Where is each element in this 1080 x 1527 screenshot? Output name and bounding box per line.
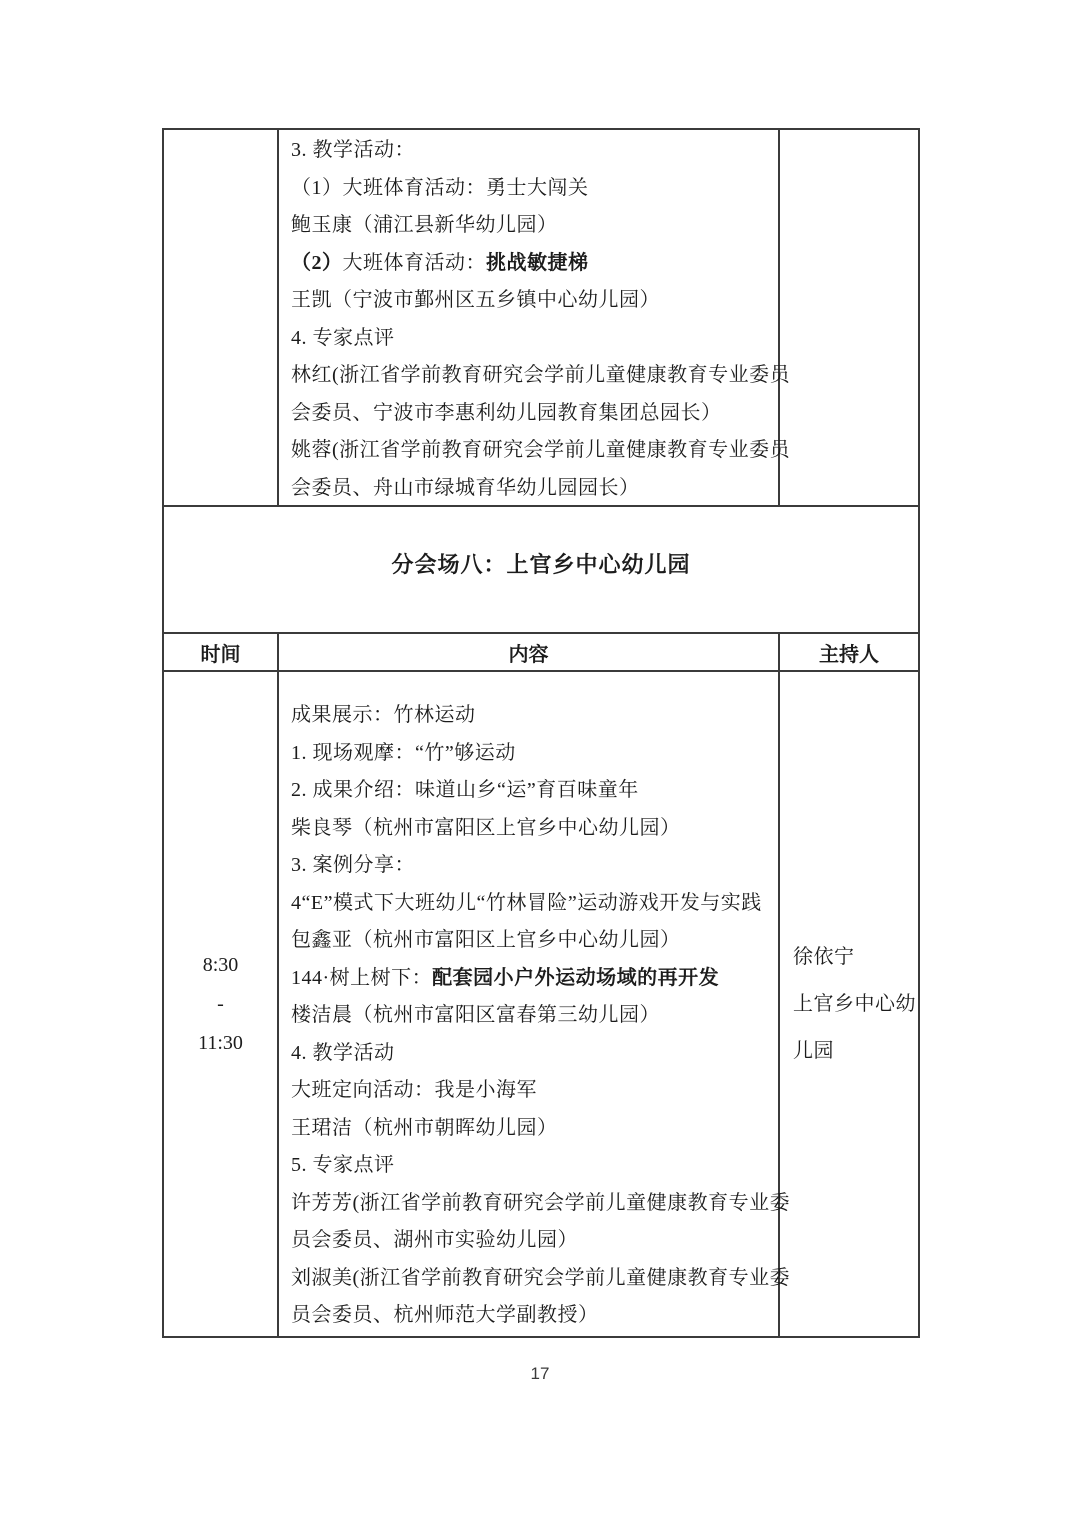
table-header-row xyxy=(164,634,918,672)
text-line: 144·树上树下：配套园小户外运动场域的再开发 xyxy=(291,966,720,989)
time-line: 8:30 xyxy=(202,953,239,976)
text-line: 鲍玉康（浦江县新华幼儿园） xyxy=(291,214,558,236)
host-line: 徐依宁 xyxy=(793,945,855,968)
time-line: 11:30 xyxy=(198,1031,243,1054)
host-line: 上官乡中心幼 xyxy=(793,992,916,1015)
page-number: 17 xyxy=(530,1364,550,1383)
time-cell-empty xyxy=(164,130,279,505)
text-line: 会委员、舟山市绿城育华幼儿园园长） xyxy=(291,476,640,499)
text-line: 大班定向活动：我是小海军 xyxy=(291,1079,537,1101)
header-time: 时间 xyxy=(164,634,279,670)
text-line: 4. 专家点评 xyxy=(291,326,395,349)
text-line: 2. 成果介绍：味道山乡“运”育百味童年 xyxy=(291,779,639,801)
schedule-table xyxy=(162,128,920,1338)
header-host: 主持人 xyxy=(819,643,879,666)
text-line: 王凯（宁波市鄞州区五乡镇中心幼儿园） xyxy=(291,289,660,311)
header-content: 内容 xyxy=(279,634,780,670)
text-line: 王珺洁（杭州市朝晖幼儿园） xyxy=(291,1116,558,1139)
text-line: 林红(浙江省学前教育研究会学前儿童健康教育专业委员 xyxy=(291,364,791,386)
text-line: 5. 专家点评 xyxy=(291,1154,395,1176)
host-line: 儿园 xyxy=(793,1039,834,1062)
text-line: 3. 案例分享： xyxy=(291,854,415,876)
text-line: 成果展示：竹林运动 xyxy=(291,704,476,726)
table-row-session xyxy=(164,672,918,1336)
session-content-cell xyxy=(279,672,791,1336)
text-line: （1）大班体育活动：勇士大闯关 xyxy=(291,176,589,199)
table-row-continuation xyxy=(164,130,918,507)
text-line: 员会委员、湖州市实验幼儿园） xyxy=(291,1229,578,1251)
host-cell-empty xyxy=(780,130,918,505)
content-cell xyxy=(279,130,791,505)
section-title: 分会场八：上官乡中心幼儿园 xyxy=(391,552,691,577)
text-line: 1. 现场观摩：“竹”够运动 xyxy=(291,741,516,764)
session-time-cell xyxy=(164,672,279,1336)
text-line: 许芳芳(浙江省学前教育研究会学前儿童健康教育专业委 xyxy=(291,1191,791,1214)
text-line: 包鑫亚（杭州市富阳区上官乡中心幼儿园） xyxy=(291,929,681,951)
text-line: 4. 教学活动 xyxy=(291,1041,395,1064)
text-line: 会委员、宁波市李惠利幼儿园教育集团总园长） xyxy=(291,401,722,424)
time-line: - xyxy=(217,992,224,1015)
text-line: 姚蓉(浙江省学前教育研究会学前儿童健康教育专业委员 xyxy=(291,439,791,461)
section-title-row xyxy=(164,507,918,634)
text-line: 员会委员、杭州师范大学副教授） xyxy=(291,1304,599,1326)
text-line: 柴良琴（杭州市富阳区上官乡中心幼儿园） xyxy=(291,816,681,839)
text-line: 4“E”模式下大班幼儿“竹林冒险”运动游戏开发与实践 xyxy=(291,891,762,914)
session-host-cell xyxy=(780,672,918,1336)
text-line: 3. 教学活动： xyxy=(291,139,415,161)
text-line: 楼洁晨（杭州市富阳区富春第三幼儿园） xyxy=(291,1004,660,1026)
text-line: （2）大班体育活动：挑战敏捷梯 xyxy=(291,251,589,274)
text-line: 刘淑美(浙江省学前教育研究会学前儿童健康教育专业委 xyxy=(291,1266,791,1289)
